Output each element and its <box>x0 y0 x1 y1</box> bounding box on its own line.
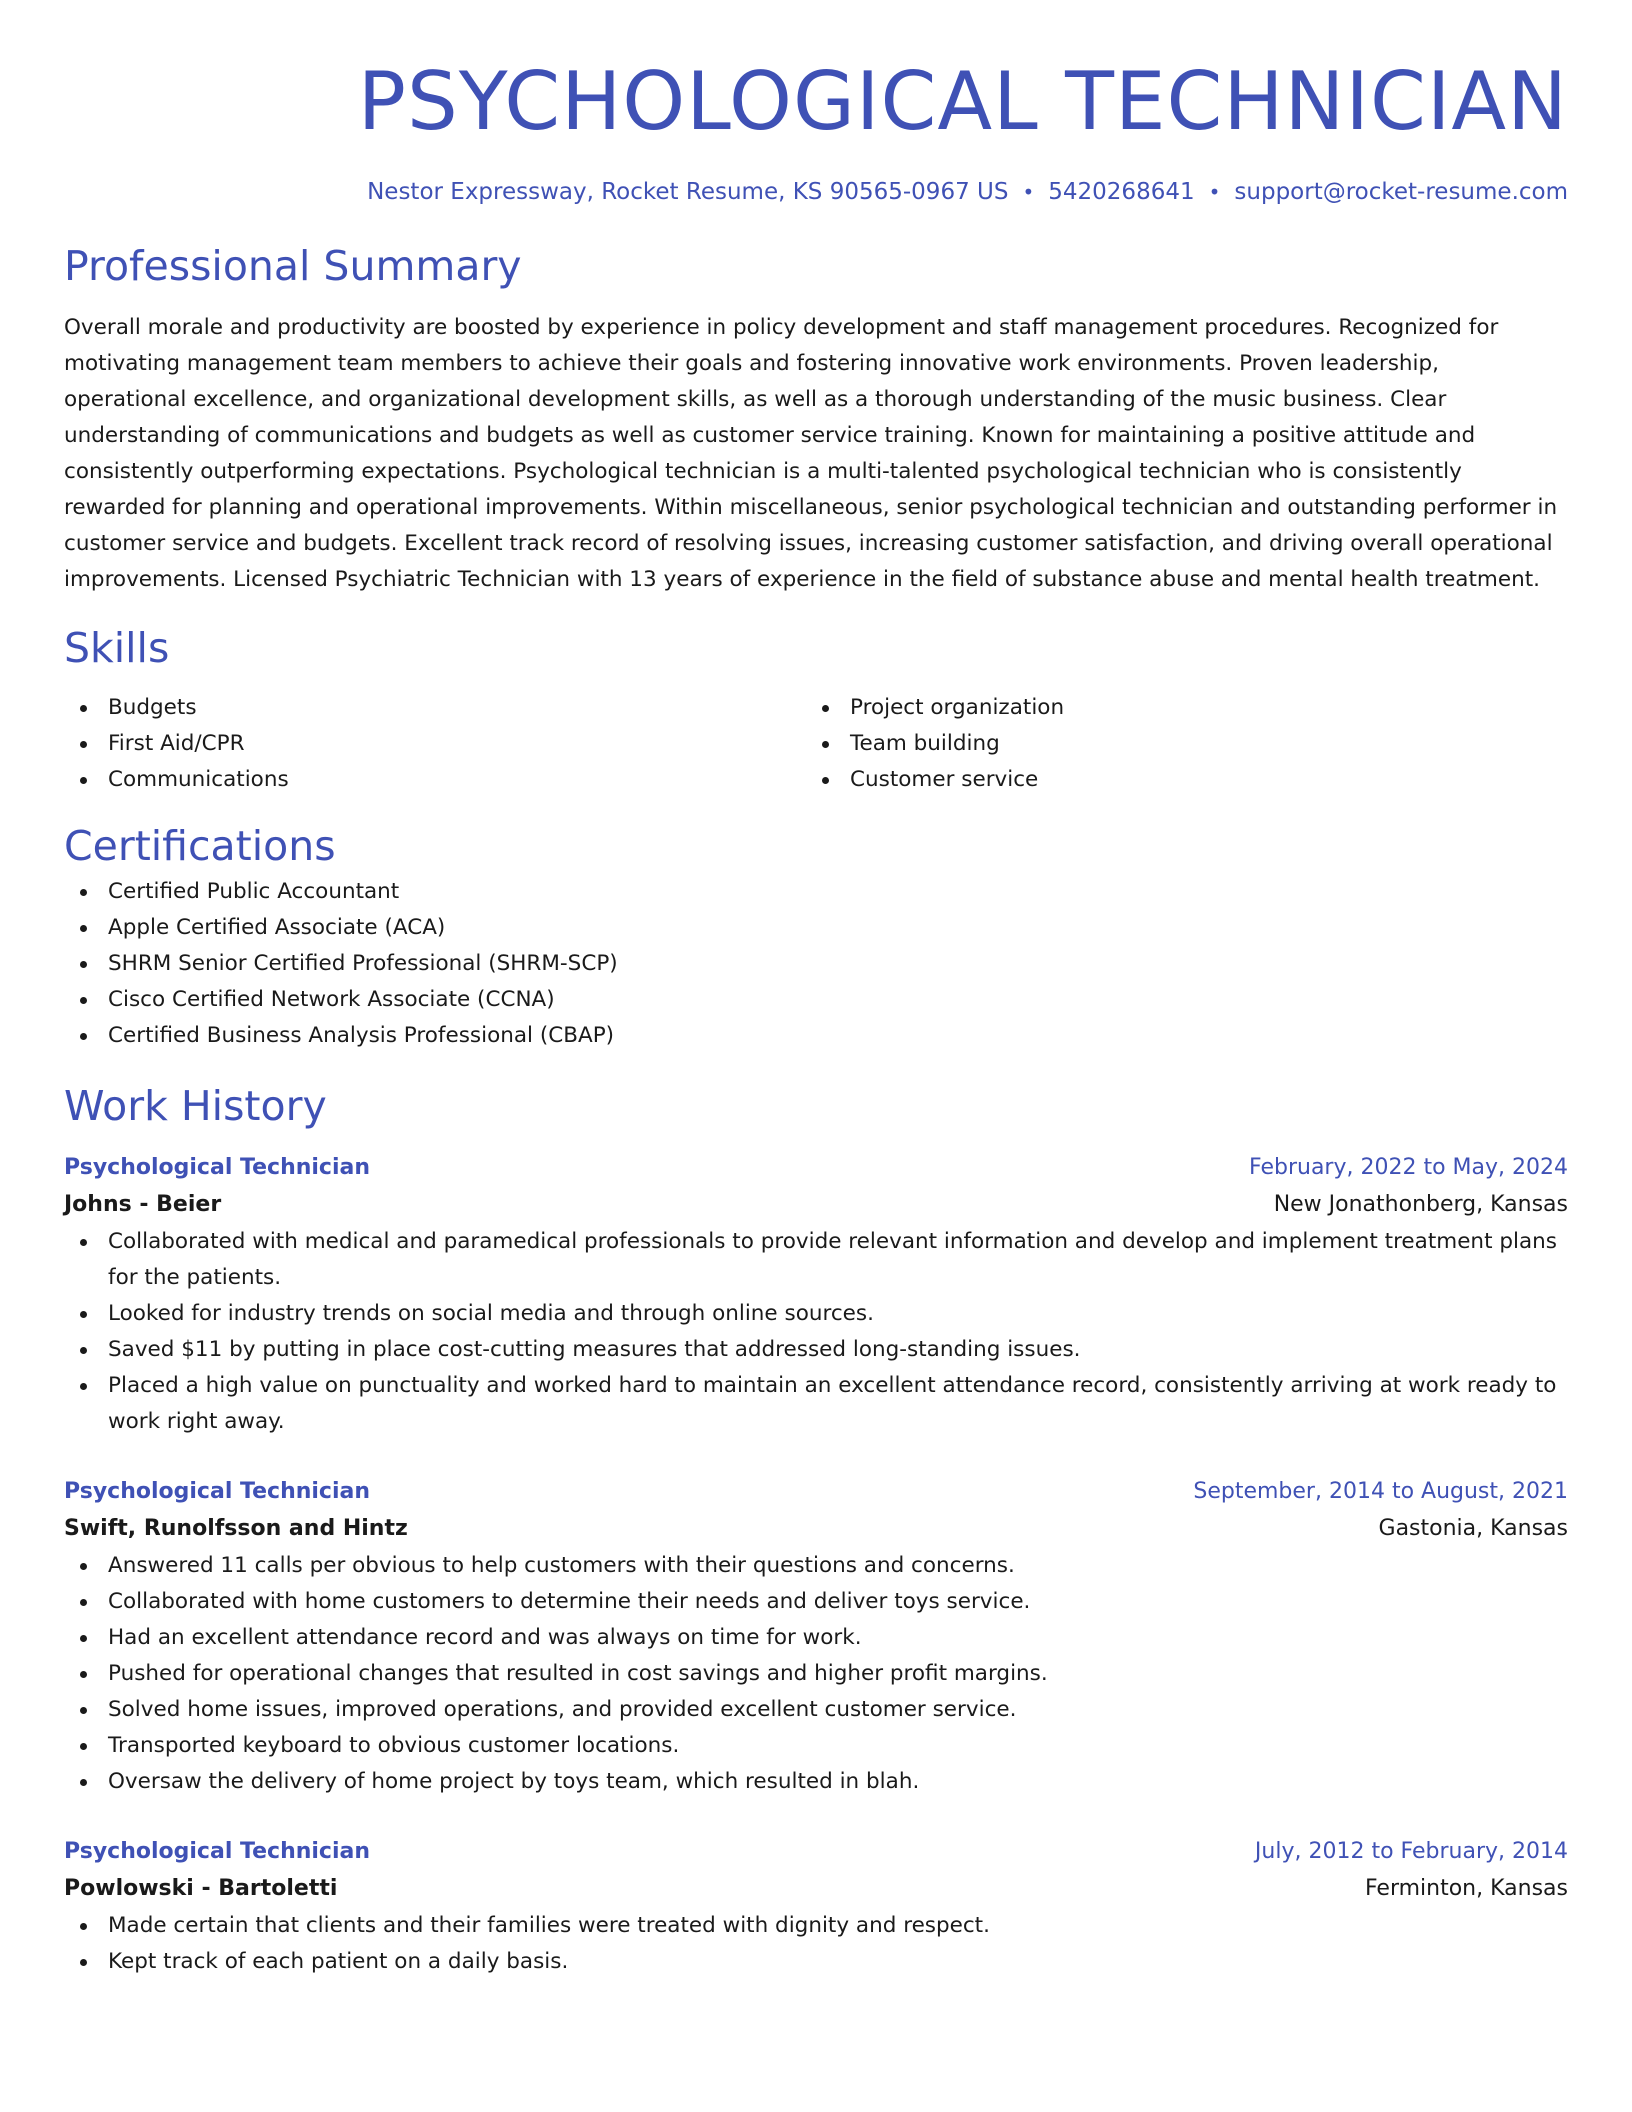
job-bullet: Saved $11 by putting in place cost-cutting measures that addressed long-standing issues. <box>64 1332 1568 1368</box>
job-bullet: Pushed for operational changes that resulted in cost savings and higher profit margins. <box>64 1656 1568 1692</box>
job-bullet: Looked for industry trends on social media and through online sources. <box>64 1296 1568 1332</box>
job-entry <box>64 1834 1568 1980</box>
job-location: Ferminton, Kansas <box>1364 1876 1568 1901</box>
skills-column-left <box>64 690 806 798</box>
contact-email[interactable]: support@rocket-resume.com <box>1234 179 1568 205</box>
skill-item: Customer service <box>806 762 1548 798</box>
skill-item: Budgets <box>64 690 806 726</box>
job-header-row <box>64 1150 1568 1186</box>
skill-item: Communications <box>64 762 806 798</box>
contact-separator: • <box>1208 180 1221 204</box>
certification-item: Apple Certified Associate (ACA) <box>64 910 1568 946</box>
contact-separator: • <box>1022 180 1035 204</box>
work-history-heading: Work History <box>64 1082 327 1130</box>
summary-heading: Professional Summary <box>64 242 522 290</box>
job-dates: February, 2022 to May, 2024 <box>1249 1155 1568 1180</box>
job-company: Swift, Runolfsson and Hintz <box>64 1516 408 1541</box>
job-bullets <box>64 1908 1568 1980</box>
job-company: Powlowski - Bartoletti <box>64 1876 338 1901</box>
resume-title: PSYCHOLOGICAL TECHNICIAN <box>357 55 1568 148</box>
job-bullet: Answered 11 calls per obvious to help customers with their questions and concerns. <box>64 1548 1568 1584</box>
certification-item: Certified Business Analysis Professional (CBAP) <box>64 1018 1568 1054</box>
job-bullet: Kept track of each patient on a daily basis. <box>64 1944 1568 1980</box>
job-bullet: Placed a high value on punctuality and worked hard to maintain an excellent attendance record, consistently arriving at work ready to work right away. <box>64 1368 1568 1440</box>
certifications-list <box>64 874 1568 1054</box>
skill-item: First Aid/CPR <box>64 726 806 762</box>
job-bullet: Collaborated with home customers to determine their needs and deliver toys service. <box>64 1584 1568 1620</box>
job-company-row <box>64 1186 1568 1224</box>
certifications-heading: Certifications <box>64 822 336 870</box>
job-bullet: Transported keyboard to obvious customer locations. <box>64 1728 1568 1764</box>
job-entry <box>64 1150 1568 1440</box>
job-bullet: Solved home issues, improved operations, and provided excellent customer service. <box>64 1692 1568 1728</box>
job-bullet: Oversaw the delivery of home project by toys team, which resulted in blah. <box>64 1764 1568 1800</box>
job-dates: July, 2012 to February, 2014 <box>1254 1839 1568 1864</box>
job-company: Johns - Beier <box>64 1192 222 1217</box>
skills-heading: Skills <box>64 624 170 672</box>
certification-item: SHRM Senior Certified Professional (SHRM-SCP) <box>64 946 1568 982</box>
job-bullets <box>64 1548 1568 1800</box>
job-bullet: Made certain that clients and their families were treated with dignity and respect. <box>64 1908 1568 1944</box>
job-company-row <box>64 1870 1568 1908</box>
job-bullet: Collaborated with medical and paramedical professionals to provide relevant information and develop and implement treatment plans for the patients. <box>64 1224 1568 1296</box>
job-location: New Jonathonberg, Kansas <box>1273 1192 1568 1217</box>
skill-item: Team building <box>806 726 1548 762</box>
contact-line <box>64 176 1568 208</box>
skill-item: Project organization <box>806 690 1548 726</box>
job-header-row <box>64 1474 1568 1510</box>
job-title: Psychological Technician <box>64 1479 371 1504</box>
summary-text: Overall morale and productivity are boosted by experience in policy development and staff management procedures. Recognized for motivating management team members to achieve their goals and fostering innovative work environments. Proven leadership, operational excellence, and organizational development skills, as well as a thorough understanding of the music business. Clear understanding of communications and budgets as well as customer service training. Known for maintaining a positive attitude and consistently outperforming expectations. Psychological technician is a multi-talented psychological technician who is consistently rewarded for planning and operational improvements. Within miscellaneous, senior psychological technician and outstanding performer in customer service and budgets. Excellent track record of resolving issues, increasing customer satisfaction, and driving overall operational improvements. Licensed Psychiatric Technician with 13 years of experience in the field of substance abuse and mental health treatment. <box>64 315 1558 592</box>
job-header-row <box>64 1834 1568 1870</box>
job-entry <box>64 1474 1568 1800</box>
contact-phone: 5420268641 <box>1048 179 1195 205</box>
job-dates: September, 2014 to August, 2021 <box>1193 1479 1568 1504</box>
job-company-row <box>64 1510 1568 1548</box>
job-title: Psychological Technician <box>64 1155 371 1180</box>
certification-item: Cisco Certified Network Associate (CCNA) <box>64 982 1568 1018</box>
job-bullets <box>64 1224 1568 1440</box>
job-bullet: Had an excellent attendance record and was always on time for work. <box>64 1620 1568 1656</box>
skills-column-right <box>806 690 1548 798</box>
skills-grid <box>64 690 1568 798</box>
job-title: Psychological Technician <box>64 1839 371 1864</box>
certification-item: Certified Public Accountant <box>64 874 1568 910</box>
job-location: Gastonia, Kansas <box>1378 1516 1568 1541</box>
contact-address: Nestor Expressway, Rocket Resume, KS 90565-0967 US <box>367 179 1009 205</box>
